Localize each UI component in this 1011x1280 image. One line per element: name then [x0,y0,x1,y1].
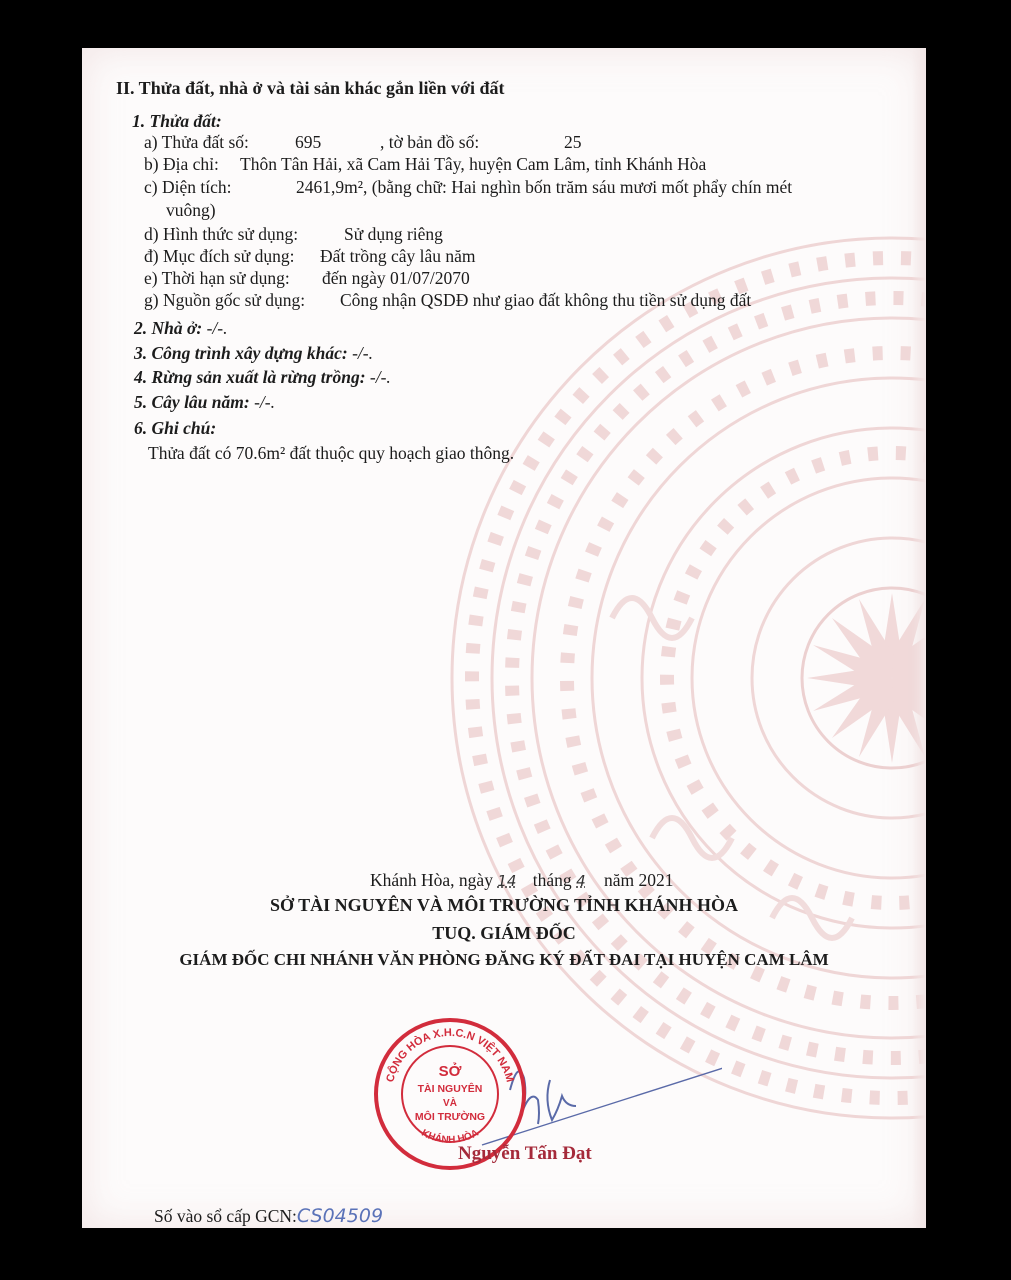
use-form-value: Sử dụng riêng [344,224,443,244]
use-form-label: d) Hình thức sử dụng: [144,224,299,244]
agency-name: SỞ TÀI NGUYÊN VÀ MÔI TRƯỜNG TỈNH KHÁNH HÒA [269,895,739,915]
house-value: -/-. [206,318,228,338]
svg-text:CỘNG HÒA X.H.C.N VIỆT NAM: CỘNG HÒA X.H.C.N VIỆT NAM [384,1026,516,1084]
svg-text:KHÁNH HÒA: KHÁNH HÒA [419,1127,481,1146]
parcel-number-label: a) Thửa đất số: [144,132,249,152]
date-day: 14 [497,872,517,890]
registry-label: Số vào sổ cấp GCN: [154,1206,297,1226]
section-title: II. Thửa đất, nhà ở và tài sản khác gắn liền với đất [116,78,505,98]
use-origin-label: g) Nguồn gốc sử dụng: [144,290,306,310]
house-heading: 2. Nhà ở: [134,318,203,338]
parcel-number-value: 695 [295,132,322,152]
use-term-value: đến ngày 01/07/2070 [322,268,470,288]
registry-value: CS04509 [296,1205,384,1227]
certificate-page [82,48,926,1228]
month-label: tháng [532,870,572,890]
svg-text:SỞ: SỞ [438,1063,462,1080]
map-sheet-label: , tờ bản đồ số: [380,132,480,152]
signer-title: GIÁM ĐỐC CHI NHÁNH VĂN PHÒNG ĐĂNG KÝ ĐẤT ĐAI TẠI HUYỆN CAM LÂM [179,950,829,969]
area-value: 2461,9m², (bằng chữ: Hai nghìn bốn trăm sáu mươi mốt phẩy chín mét [296,177,793,197]
use-origin-value: Công nhận QSDĐ như giao đất không thu tiền sử dụng đất [340,290,752,310]
address-value: Thôn Tân Hải, xã Cam Hải Tây, huyện Cam Lâm, tỉnh Khánh Hòa [240,154,707,174]
use-term-label: e) Thời hạn sử dụng: [144,268,290,288]
use-purpose-value: Đất trồng cây lâu năm [320,246,476,266]
area-label: c) Diện tích: [144,177,232,197]
date-month: 4 [576,872,586,890]
parcel-heading: 1. Thửa đất: [132,111,222,131]
note-text: Thửa đất có 70.6m² đất thuộc quy hoạch giao thông. [148,443,515,463]
area-value-continued: vuông) [166,200,216,220]
forest-heading: 4. Rừng sản xuất là rừng trồng: [134,367,366,387]
svg-text:VÀ: VÀ [443,1098,457,1109]
svg-text:TÀI NGUYÊN: TÀI NGUYÊN [417,1083,483,1095]
other-works-value: -/-. [352,343,373,363]
perennial-heading: 5. Cây lâu năm: [134,392,250,412]
issue-date [370,870,674,891]
note-heading: 6. Ghi chú: [134,418,217,438]
svg-text:MÔI TRƯỜNG: MÔI TRƯỜNG [414,1111,486,1123]
year-label: năm 2021 [603,870,674,890]
map-sheet-value: 25 [564,132,582,152]
signer-name: Nguyễn Tấn Đạt [458,1143,592,1164]
use-purpose-label: đ) Mục đích sử dụng: [144,246,295,266]
on-behalf: TUQ. GIÁM ĐỐC [432,923,576,943]
date-prefix: Khánh Hòa, ngày [370,870,493,890]
other-works-heading: 3. Công trình xây dựng khác: [134,343,348,363]
perennial-value: -/-. [254,392,275,412]
registry-number [154,1206,383,1226]
address-label: b) Địa chỉ: [144,154,219,174]
forest-value: -/-. [369,367,391,387]
